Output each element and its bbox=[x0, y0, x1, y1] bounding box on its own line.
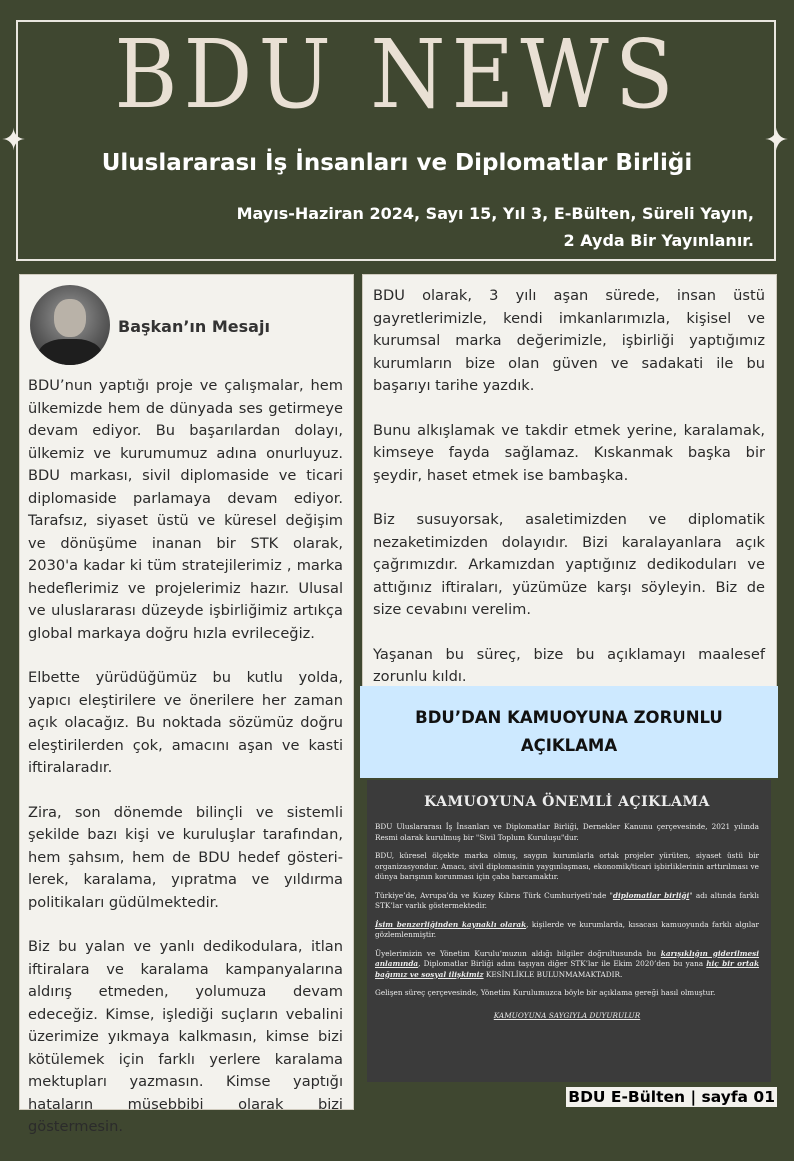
president-paragraph-3: Zira, son dönemde bilinçli ve sistemli şekilde bazı kişi ve kuruluşlar tarafından, hem şahsım, hem de BDU hedef gösteri-lerek, karalama, yıpratma ve yıldırma politikaları güdülmektedir. bbox=[28, 803, 343, 911]
right-paragraph-3: Biz susuyorsak, asaletimizden ve diplomatik nezaketimizden dolayıdır. Bizi karalayanlara açık çağrımızdır. Arkamızdan yaptığınız dedikoduları ve attığınız iftiraları, yüzümüze karşı söyleyin. Biz de size cevabını verelim. bbox=[373, 511, 765, 618]
banner-line-1: BDU’DAN KAMUOYUNA ZORUNLU bbox=[415, 708, 723, 727]
issue-info bbox=[154, 200, 754, 254]
statement-p5-text-b: , Diplomatlar Birliği adını taşıyan diğer STK’lar ile Ekim 2020’den bu yana bbox=[418, 959, 707, 968]
statement-p5-emphasis-1: karışıklığın giderilmesi anlamında bbox=[375, 948, 759, 968]
statement-title: KAMUOYUNA ÖNEMLİ AÇIKLAMA bbox=[424, 794, 710, 810]
avatar-head-shape bbox=[54, 299, 86, 337]
issue-line-2: 2 Ayda Bir Yayınlanır. bbox=[563, 231, 754, 250]
right-paragraph-2: Bunu alkışlamak ve takdir etmek yerine, karalamak, kimseye fayda sağlamaz. Kıskanmak başka bir şeydir, haset etmek ise bambaşka. bbox=[373, 421, 765, 484]
statement-paragraph-5 bbox=[375, 949, 759, 981]
president-paragraph-1: BDU’nun yaptığı proje ve çalışmalar, hem ülkemizde hem de dünyada ses getirmeye devam ediyor. Bu başarılardan dolayı, ülkemiz ve kurumumuz adına onurluyuz. BDU markası, sivil diplomaside ve ticari diplomaside parlamaya devam ediyor. Tarafsız, siyaset üstü ve küresel değişim ve dönüşüme inanan bir STK olarak, 2030'a kadar ki tüm stratejilerimiz , marka hedeflerimiz ve projelerimiz hazır. Ulusal ve uluslararası düzeyde işbirliğimiz artıkça global markaya doğru hızla evrileceğiz. bbox=[28, 377, 343, 642]
statement-paragraph-4 bbox=[375, 920, 759, 941]
announcement-banner bbox=[360, 686, 778, 778]
masthead-title: BDU NEWS bbox=[114, 20, 680, 131]
right-paragraph-1: BDU olarak, 3 yılı aşan sürede, insan üstü gayretlerimizle, kendi imkanlarımızla, kişisel ve kurumsal marka değerimizle, işbirliği yaptığımız kurumların bize olan güven ve sadakati ile bu başarıyı tarihe yazdık. bbox=[373, 287, 765, 394]
statement-paragraph-1: BDU Uluslararası İş İnsanları ve Diplomatlar Birliği, Dernekler Kanunu çerçevesinde, 2021 yılında Resmi olarak kurulmuş bir "Sivil Toplum Kuruluşu"dur. bbox=[375, 822, 759, 842]
president-message-text bbox=[28, 375, 343, 1161]
right-column-text bbox=[373, 285, 765, 711]
right-column-panel bbox=[362, 274, 777, 692]
banner-line-2: AÇIKLAMA bbox=[520, 736, 618, 755]
statement-signature: KAMUOYUNA SAYGIYLA DUYURULUR bbox=[493, 1010, 641, 1020]
statement-paragraph-6: Gelişen süreç çerçevesinde, Yönetim Kurulumuzca böyle bir açıklama gereği hasıl olmuştur. bbox=[375, 988, 716, 997]
president-message-title: Başkan’ın Mesajı bbox=[118, 317, 270, 336]
sparkle-left-icon: ✦ bbox=[1, 123, 27, 158]
statement-p4-text: , kişilerde ve kurumlarda, kısacası kamuoyunda farklı algılar gözlemlenmiştir. bbox=[375, 919, 759, 939]
president-paragraph-2: Elbette yürüdüğümüz bu kutlu yolda, yapıcı eleştirilere ve önerilere her zaman açık olacağız. Bu noktada sözümüz doğru eleştirilerden çok, amacını aşan ve kasti iftiralaradır. bbox=[28, 669, 343, 776]
statement-p5-emphasis-2: hiç bir ortak bağımız ve sosyal ilişkimiz bbox=[375, 959, 760, 979]
statement-p4-emphasis: İsim benzerliğinden kaynaklı olarak bbox=[375, 919, 527, 929]
statement-p3-text-a: Türkiye’de, Avrupa’da ve Kuzey Kıbrıs Türk Cumhuriyeti’nde " bbox=[375, 890, 613, 900]
president-avatar bbox=[30, 285, 110, 365]
sparkle-right-icon: ✦ bbox=[764, 123, 790, 158]
avatar-body-shape bbox=[38, 339, 102, 365]
right-paragraph-4: Yaşanan bu süreç, bize bu açıklamayı maalesef zorunlu kıldı. bbox=[373, 645, 765, 685]
statement-p3-text-b: " adı altında farklı STK’lar varlık göstermektedir. bbox=[375, 890, 759, 910]
president-paragraph-4: Biz bu yalan ve yanlı dedikodulara, itlan iftiralara ve karalama kampanyalarına aldırış etmeden, yolumuza devam edeceğiz. Kimse, işlediği suçların vebalini üzerimize yıkmaya kalkmasın, kimse bizi kötülemek için farklı yerlere karalama mektupları yazmasın. Kimse yaptığı hataların müsebbibi olarak bizi göstermesin. bbox=[28, 938, 343, 1135]
page-footer: BDU E-Bülten | sayfa 01 bbox=[568, 1088, 775, 1106]
public-statement-image bbox=[367, 780, 771, 1082]
statement-p5-text-c: KESİNLİKLE BULUNMAMAKTADIR. bbox=[483, 969, 623, 979]
issue-line-1: Mayıs-Haziran 2024, Sayı 15, Yıl 3, E-Bülten, Süreli Yayın, bbox=[236, 204, 754, 223]
statement-paragraph-3 bbox=[375, 891, 759, 912]
statement-paragraph-2: BDU, küresel ölçekte marka olmuş, saygın kurumlarla ortak projeler yürüten, siyaset üstü bir organizasyondur. Amacı, sivil diplomasinin yaygınlaşması, ekonomik/ticari işbirliklerinin arttırılması ve dünya barışının korunması için çaba harcamaktır. bbox=[375, 851, 759, 881]
president-message-panel bbox=[19, 274, 354, 1135]
organization-subtitle: Uluslararası İş İnsanları ve Diplomatlar Birliği bbox=[101, 150, 693, 176]
statement-p3-emphasis: diplomatlar birliği bbox=[612, 890, 690, 900]
statement-p5-text-a: Üyelerimizin ve Yönetim Kurulu’muzun aldığı bilgiler doğrultusunda bu bbox=[375, 948, 661, 958]
